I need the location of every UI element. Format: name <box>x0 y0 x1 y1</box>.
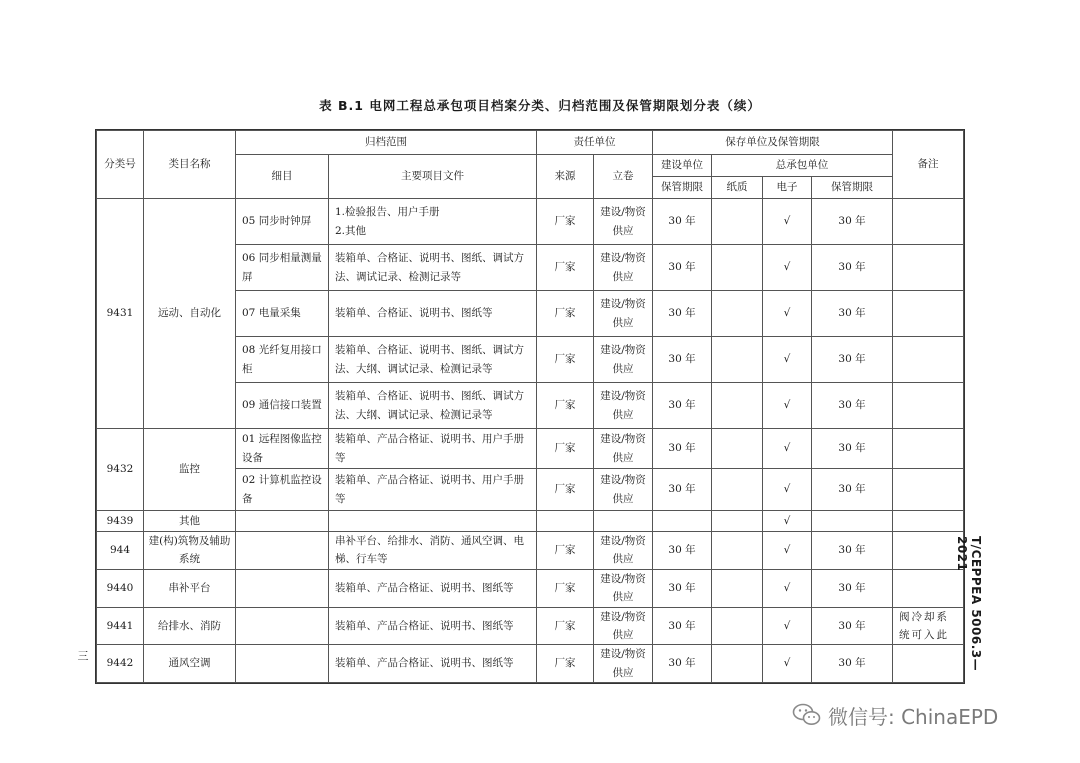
archive-classification-table <box>96 130 964 683</box>
table-row <box>97 569 964 607</box>
remark <box>893 532 964 570</box>
main-documents: 装箱单、产品合格证、说明书、图纸等 <box>329 607 537 645</box>
wechat-watermark <box>792 700 998 730</box>
paper-mark <box>712 607 763 645</box>
builder-period: 30 年 <box>653 245 712 291</box>
remark <box>893 429 964 469</box>
electronic-mark: √ <box>763 429 812 469</box>
detail-item <box>236 511 329 532</box>
detail-item: 02 计算机监控设备 <box>236 469 329 511</box>
header-code: 分类号 <box>97 131 144 199</box>
detail-item <box>236 569 329 607</box>
filing-unit: 建设/物资供应 <box>594 337 653 383</box>
filing-unit: 建设/物资供应 <box>594 569 653 607</box>
remark <box>893 645 964 683</box>
table-row <box>97 645 964 683</box>
contractor-period: 30 年 <box>812 532 893 570</box>
main-documents: 装箱单、合格证、说明书、图纸等 <box>329 291 537 337</box>
electronic-mark: √ <box>763 645 812 683</box>
paper-mark <box>712 199 763 245</box>
source-unit: 厂家 <box>537 337 594 383</box>
detail-item: 05 同步时钟屏 <box>236 199 329 245</box>
table-row <box>97 199 964 245</box>
filing-unit: 建设/物资供应 <box>594 469 653 511</box>
detail-item: 09 通信接口装置 <box>236 383 329 429</box>
filing-unit: 建设/物资供应 <box>594 645 653 683</box>
source-unit: 厂家 <box>537 383 594 429</box>
category-name: 监控 <box>144 429 236 511</box>
electronic-mark: √ <box>763 511 812 532</box>
detail-item <box>236 532 329 570</box>
header-item: 细目 <box>236 155 329 199</box>
electronic-mark: √ <box>763 607 812 645</box>
remark <box>893 337 964 383</box>
contractor-period: 30 年 <box>812 199 893 245</box>
electronic-mark: √ <box>763 532 812 570</box>
paper-mark <box>712 383 763 429</box>
table-row <box>97 607 964 645</box>
category-code: 944 <box>97 532 144 570</box>
main-documents: 装箱单、合格证、说明书、图纸、调试方法、调试记录、检测记录等 <box>329 245 537 291</box>
paper-mark <box>712 569 763 607</box>
remark <box>893 291 964 337</box>
builder-period: 30 年 <box>653 469 712 511</box>
electronic-mark: √ <box>763 569 812 607</box>
filing-unit: 建设/物资供应 <box>594 532 653 570</box>
builder-period: 30 年 <box>653 607 712 645</box>
category-name: 给排水、消防 <box>144 607 236 645</box>
contractor-period: 30 年 <box>812 469 893 511</box>
table-row <box>97 429 964 469</box>
category-name: 其他 <box>144 511 236 532</box>
builder-period <box>653 511 712 532</box>
category-code: 9440 <box>97 569 144 607</box>
header-remark: 备注 <box>893 131 964 199</box>
table-title: 表 B.1 电网工程总承包项目档案分类、归档范围及保管期限划分表（续） <box>319 98 761 113</box>
remark <box>893 511 964 532</box>
category-code: 9432 <box>97 429 144 511</box>
contractor-period: 30 年 <box>812 429 893 469</box>
standard-code: T/CEPPEA 5006.3—2021 <box>955 536 983 672</box>
source-unit: 厂家 <box>537 469 594 511</box>
header-contractor: 总承包单位 <box>712 155 893 177</box>
source-unit: 厂家 <box>537 607 594 645</box>
electronic-mark: √ <box>763 383 812 429</box>
builder-period: 30 年 <box>653 569 712 607</box>
contractor-period: 30 年 <box>812 645 893 683</box>
table-row <box>97 511 964 532</box>
main-documents: 装箱单、合格证、说明书、图纸、调试方法、大纲、调试记录、检测记录等 <box>329 337 537 383</box>
main-documents: 1.检验报告、用户手册 2.其他 <box>329 199 537 245</box>
category-name: 建(构)筑物及辅助系统 <box>144 532 236 570</box>
electronic-mark: √ <box>763 245 812 291</box>
contractor-period: 30 年 <box>812 383 893 429</box>
source-unit: 厂家 <box>537 569 594 607</box>
header-builder: 建设单位 <box>653 155 712 177</box>
main-documents: 装箱单、合格证、说明书、图纸、调试方法、大纲、调试记录、检测记录等 <box>329 383 537 429</box>
remark <box>893 469 964 511</box>
table-row <box>97 532 964 570</box>
header-filing: 立卷 <box>594 155 653 199</box>
paper-mark <box>712 291 763 337</box>
filing-unit: 建设/物资供应 <box>594 607 653 645</box>
detail-item <box>236 645 329 683</box>
contractor-period: 30 年 <box>812 337 893 383</box>
builder-period: 30 年 <box>653 291 712 337</box>
header-builder-period: 保管期限 <box>653 177 712 199</box>
remark <box>893 569 964 607</box>
filing-unit: 建设/物资供应 <box>594 199 653 245</box>
detail-item: 06 同步相量测量屏 <box>236 245 329 291</box>
detail-item <box>236 607 329 645</box>
builder-period: 30 年 <box>653 337 712 383</box>
source-unit: 厂家 <box>537 245 594 291</box>
source-unit: 厂家 <box>537 199 594 245</box>
header-name: 类目名称 <box>144 131 236 199</box>
wechat-logo-icon <box>792 702 822 728</box>
remark: 阀冷却系统可入此 <box>893 607 964 645</box>
source-unit: 厂家 <box>537 645 594 683</box>
main-documents <box>329 511 537 532</box>
paper-mark <box>712 337 763 383</box>
header-contractor-period: 保管期限 <box>812 177 893 199</box>
paper-mark <box>712 532 763 570</box>
filing-unit: 建设/物资供应 <box>594 429 653 469</box>
detail-item: 07 电量采集 <box>236 291 329 337</box>
remark <box>893 383 964 429</box>
main-documents: 装箱单、产品合格证、说明书、用户手册等 <box>329 469 537 511</box>
source-unit <box>537 511 594 532</box>
paper-mark <box>712 645 763 683</box>
page-number: 三 <box>76 650 89 661</box>
paper-mark <box>712 469 763 511</box>
contractor-period <box>812 511 893 532</box>
header-paper: 纸质 <box>712 177 763 199</box>
source-unit: 厂家 <box>537 429 594 469</box>
filing-unit: 建设/物资供应 <box>594 245 653 291</box>
builder-period: 30 年 <box>653 532 712 570</box>
category-name: 通风空调 <box>144 645 236 683</box>
header-source: 来源 <box>537 155 594 199</box>
detail-item: 01 远程图像监控设备 <box>236 429 329 469</box>
header-electronic: 电子 <box>763 177 812 199</box>
source-unit: 厂家 <box>537 291 594 337</box>
contractor-period: 30 年 <box>812 569 893 607</box>
electronic-mark: √ <box>763 469 812 511</box>
filing-unit: 建设/物资供应 <box>594 383 653 429</box>
category-code: 9442 <box>97 645 144 683</box>
builder-period: 30 年 <box>653 199 712 245</box>
paper-mark <box>712 511 763 532</box>
category-name: 串补平台 <box>144 569 236 607</box>
main-documents: 装箱单、产品合格证、说明书、图纸等 <box>329 569 537 607</box>
header-docs: 主要项目文件 <box>329 155 537 199</box>
category-name: 远动、自动化 <box>144 199 236 429</box>
builder-period: 30 年 <box>653 645 712 683</box>
electronic-mark: √ <box>763 337 812 383</box>
category-code: 9439 <box>97 511 144 532</box>
contractor-period: 30 年 <box>812 291 893 337</box>
watermark-text: 微信号: ChinaEPD <box>828 704 999 729</box>
category-code: 9441 <box>97 607 144 645</box>
electronic-mark: √ <box>763 199 812 245</box>
paper-mark <box>712 245 763 291</box>
header-resp: 责任单位 <box>537 131 653 155</box>
main-documents: 串补平台、给排水、消防、通风空调、电梯、行车等 <box>329 532 537 570</box>
contractor-period: 30 年 <box>812 245 893 291</box>
paper-mark <box>712 429 763 469</box>
detail-item: 08 光纤复用接口柜 <box>236 337 329 383</box>
builder-period: 30 年 <box>653 383 712 429</box>
electronic-mark: √ <box>763 291 812 337</box>
remark <box>893 199 964 245</box>
contractor-period: 30 年 <box>812 607 893 645</box>
source-unit: 厂家 <box>537 532 594 570</box>
main-documents: 装箱单、产品合格证、说明书、图纸等 <box>329 645 537 683</box>
builder-period: 30 年 <box>653 429 712 469</box>
filing-unit <box>594 511 653 532</box>
main-documents: 装箱单、产品合格证、说明书、用户手册等 <box>329 429 537 469</box>
header-scope: 归档范围 <box>236 131 537 155</box>
filing-unit: 建设/物资供应 <box>594 291 653 337</box>
category-code: 9431 <box>97 199 144 429</box>
remark <box>893 245 964 291</box>
header-storage: 保存单位及保管期限 <box>653 131 893 155</box>
